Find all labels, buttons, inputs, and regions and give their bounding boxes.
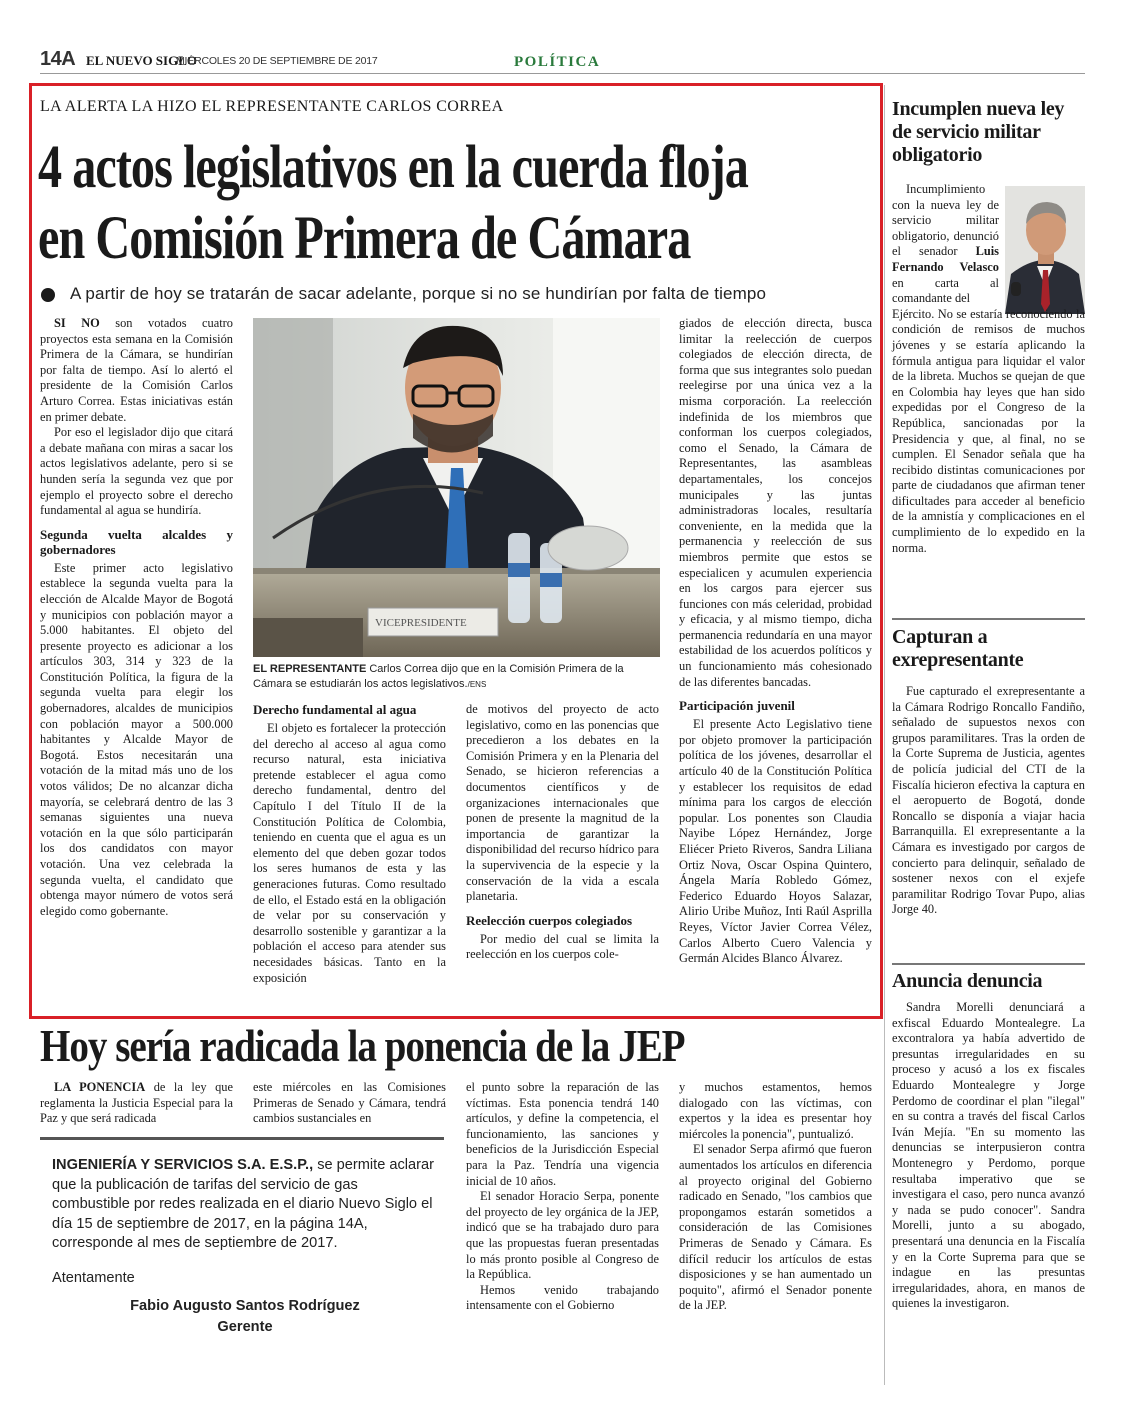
article-kicker: LA ALERTA LA HIZO EL REPRESENTANTE CARLOS CORREA: [40, 98, 504, 115]
paragraph: de motivos del proyecto de acto legislativo, como en las ponencias que precedieron a los debates en la Comisión Primera y en la Plenaria del Senado, se hicieron referencias a documentos científicos y de organizaciones internacionales que ponen de presente la magnitud de la importancia de garantizar la disponibilidad del recurso hídrico para la supervivencia de la especie y la conservación de la vida a escala planetaria.: [466, 702, 659, 904]
paragraph: Por eso el legislador dijo que citará a debate mañana con miras a sacar los actos legislativos adelante, pero si se hunden sería la segunda vez que por ejemplo el proyecto sobre el derecho fundamental al agua se hundiría.: [40, 425, 233, 518]
article-headline-line2: en Comisión Primera de Cámara: [38, 205, 691, 272]
paragraph: Sandra Morelli denunciará a exfiscal Eduardo Montealegre. La excontralora ya había advertido de presuntas irregularidades en su proceso y acusó a los ex fiscales Eduardo Montealegre y Jorge Perdomo de coordinar el plan "ilegal" en su contra a través del fiscal Carlos Iván Mejía. "En su momento las denuncias se interpusieron contra Montenegro y Perdomo, porque resultaba imperativo que se investigara el caso, pero nunca avanzó y nada se pudo conocer". Sandra Morelli, junto a su abogado, presentará una denuncia en la Fiscalía y en la Corte Suprema para que se indague en las presuntas irregularidades, ahora, en manos de quienes la investigaron.: [892, 1000, 1085, 1311]
subheading: Participación juvenil: [679, 698, 795, 714]
caption-lead: EL REPRESENTANTE: [253, 663, 367, 675]
jep-column-4: [679, 1080, 872, 1314]
newspaper-name: EL NUEVO SIGLO: [86, 53, 197, 68]
notice-signer: Fabio Augusto Santos Rodríguez: [130, 1298, 360, 1314]
jep-column-2: [253, 1080, 446, 1127]
caption-credit: /ENS: [467, 680, 487, 689]
paragraph: el punto sobre la reparación de las víctimas. Esta ponencia tendrá 140 artículos, y define la competencia, el funcionamiento, las sanciones y beneficios de la Jurisdicción Especial para la Paz. Tendría una vigencia inicial de 10 años.: [466, 1080, 659, 1188]
paragraph: Ejército. No se estaría reconociendo la condición de remisos de muchos jóvenes y se estaría aplicando la fórmula antigua para liquidar el valor de la libreta. Muchos se quejan de que en Colombia hay leyes que han sido expedidas por el Congreso de la República, sancionadas por la Presidencia y que, al final, no se cumplen. El Senador señala que ha recibido distintas comunicaciones por parte de ciudadanos que afirman tener dificultades para acceder al beneficio de la amnistía y complicaciones en el cumplimiento de lo expedido en la norma.: [892, 306, 1085, 555]
sidebar-title-1: Incumplen nueva ley de servicio militar obligatorio: [892, 98, 1065, 166]
jep-headline: Hoy sería radicada la ponencia de la JEP: [40, 1020, 685, 1071]
photo-illustration: [253, 318, 660, 657]
paragraph: Fue capturado el exrepresentante a la Cámara Rodrigo Roncallo Fandiño, señalado de supuestos nexos con grupos paramilitares. Tras la orden de la Corte Suprema de Justicia, agentes de policía judicial del CTI de la Fiscalía hicieron efectiva la captura en el aeropuerto de Bogotá, donde Roncallo se disponía a viajar hacia Barranquilla. El exrepresentante a la Cámara es investigado por cargos de concierto para delinquir, señalado de sostener nexos con el exjefe paramilitar Rodrigo Tovar Pupo, alias Jorge 40.: [892, 684, 1085, 917]
paragraph: El objeto es fortalecer la protección del derecho al acceso al agua como recurso natural, esta iniciativa pretende establecer el agua como derecho fundamental, dentro del Capítulo I del Título II de la Constitución Política de Colombia, teniendo en cuenta que el agua es un elemento del que deben gozar todos los seres humanos de esta y las generaciones futuras. Como resultado de ello, el Estado está en la obligación de velar por su conservación y desarrollo sostenible y garantizar a la población el acceso para atender sus necesidades básicas. Tanto en la exposición: [253, 721, 446, 985]
article-subhead: A partir de hoy se tratarán de sacar adelante, porque si no se hundirían por falta de tiempo: [70, 284, 767, 303]
notice-role: Gerente: [217, 1319, 273, 1335]
page-number: 14A: [40, 48, 76, 70]
paragraph: este miércoles en las Comisiones Primeras de Senado y Cámara, tendrá cambios sustanciales en: [253, 1080, 446, 1126]
paragraph: El senador Serpa afirmó que fueron aumentados los artículos en diferencia al proyecto original del Gobierno radicado en Senado, "los cambios que propongamos estarán sometidos a consideración de las Comisiones Primeras de Senado y Cámara. Es difícil reducir los artículos de estas disposiciones y se han aumentado un poquito", afirmó el Senador ponente de la JEP.: [679, 1142, 872, 1313]
paragraph: El presente Acto Legislativo tiene por objeto promover la participación política de los jóvenes, desarrollar el artículo 40 de la Constitución Política y establecer los requisitos de edad mínima para los cargos de elección popular. Los ponentes son Claudia Nayibe López Hernández, Jorge Eliécer Prieto Riveros, Sandra Liliana Ortiz Nova, Oscar Ospina Quintero, Ángela María Robledo Gómez, Federico Eduardo Hoyos Salazar, Alirio Uribe Muñoz, Inti Raúl Asprilla Reyes, Víctor Javier Correa Vélez, Carlos Alberto Cuero Valencia y Germán Alcides Blanco Álvarez.: [679, 717, 872, 966]
placard-text: VICEPRESIDENTE: [375, 617, 467, 629]
sidebar-divider: [884, 85, 885, 1385]
sidebar-body-3: [892, 1000, 1085, 1312]
paragraph: Este primer acto legislativo establece la segunda vuelta para la elección de Alcalde Mayor de Bogotá y municipios con población mayor a 5.000 habitantes. El objeto del presente proyecto es adicionar a los artículos 303, 314 y 323 de la Constitución Política, la figura de la segunda vuelta para elegir los gobernadores, alcaldes de municipios con población mayor a 500.000 habitantes y Alcalde Mayor de Bogotá. Estos necesitarán una votación de la mitad más uno de los votos válidos; De no alcanzar dicha mayoría, se celebrará dentro de las 3 semanas siguientes una nueva votación en la que sólo participarán los dos candidatos con mayor votación. Una vez celebrada la segunda vuelta, el candidato que obtenga mayor número de votos será elegido como gobernante.: [40, 560, 233, 918]
paragraph: Incumplimiento con la nueva ley de servicio militar obligatorio, denunció el senador: [892, 182, 999, 259]
notice-company: INGENIERÍA Y SERVICIOS S.A. E.S.P.,: [52, 1157, 314, 1173]
jep-column-1: [40, 1080, 233, 1127]
header-rule: [40, 73, 1085, 74]
caption-text: Carlos Correa dijo que en la Comisión Primera de la Cámara se estudiarán los actos legislativos.: [253, 663, 624, 690]
paragraph: Por medio del cual se limita la reelección en los cuerpos cole-: [466, 931, 659, 962]
article-column-1: [40, 316, 233, 919]
article-headline-line1: 4 actos legislativos en la cuerda floja: [38, 134, 748, 201]
lead-in: LA PONENCIA: [54, 1080, 146, 1094]
section-label: POLÍTICA: [514, 54, 601, 70]
photo-caption: [253, 662, 653, 692]
notice-text: [52, 1156, 438, 1254]
paragraph: El senador Horacio Serpa, ponente del proyecto de ley orgánica de la JEP, indicó que se ha trabajado duro para que las propuestas fueran presentadas lo más pronto posible al Congreso de la República.: [466, 1189, 659, 1282]
sidebar-body-2: [892, 684, 1085, 918]
article-photo: [253, 318, 660, 657]
notice-body: se permite aclarar que la publicación de tarifas del servicio de gas combustible por redes realizada en el diario Nuevo Siglo el día 15 de septiembre de 2017, en la página 14A, corresponde al mes de septiembre de 2017.: [52, 1157, 435, 1251]
paragraph: de la ley que reglamenta la Justicia Especial para la Paz y que será radicada: [40, 1080, 233, 1126]
paragraph: Hemos venido trabajando intensamente con el Gobierno: [466, 1282, 659, 1313]
sidebar-rule: [892, 618, 1085, 620]
article-column-3: [466, 702, 659, 963]
lead-in: SI NO: [54, 316, 100, 330]
paragraph: en carta al comandante del: [892, 275, 999, 306]
notice-closing: Atentamente: [52, 1270, 135, 1286]
paragraph: y muchos estamentos, hemos dialogado con las víctimas, con expertos y la idea es presentar hoy miércoles la ponencia", puntualizó.: [679, 1080, 872, 1141]
sidebar-body-1: [892, 182, 1085, 556]
subheading: Reelección cuerpos colegiados: [466, 912, 633, 928]
bullet-icon: [41, 288, 55, 302]
subheading: Derecho fundamental al agua: [253, 702, 417, 717]
subheading: Segunda vuelta alcaldes y gobernadores: [40, 526, 233, 557]
article-column-4: [679, 316, 872, 967]
jep-column-3: [466, 1080, 659, 1314]
article-column-2: [253, 702, 446, 986]
sidebar-rule: [892, 963, 1085, 965]
sidebar-title-2: Capturan a exrepresentante: [892, 626, 1024, 671]
paragraph: son votados cuatro proyectos esta semana en la Comisión Primera de la Cámara, se hundirían por falta de tiempo. Así lo alertó el presidente de la Comisión Carlos Arturo Correa. Estas iniciativas están en primer debate.: [40, 316, 233, 424]
senator-name: Luis Fernando Velasco: [892, 244, 999, 274]
sidebar-title-3: Anuncia denuncia: [892, 970, 1043, 992]
issue-date: MIÉRCOLES 20 DE SEPTIEMBRE DE 2017: [176, 55, 378, 67]
paragraph: giados de elección directa, busca limitar la reelección de cuerpos colegiados de elección directa, de forma que sus integrantes solo puedan reelegirse por una única vez a la misma corporación. La reelección indefinida de los miembros que conforman los cuerpos colegiados, como el Senado, la Cámara de Representantes, las asambleas departamentales, los concejos municipales y las juntas administradoras locales, resultaría conveniente, en la medida que la permanencia y reelección de sus miembros permite que estos se especialicen y acumulen experiencia en los cargos para ejercer sus funciones con más celeridad, probidad y eficacia, y al mismo tiempo, dicha permanencia redundaría en una mayor estabilidad de los acuerdos políticos y un funcionamiento más cohesionado de las diferentes bancadas.: [679, 316, 872, 689]
